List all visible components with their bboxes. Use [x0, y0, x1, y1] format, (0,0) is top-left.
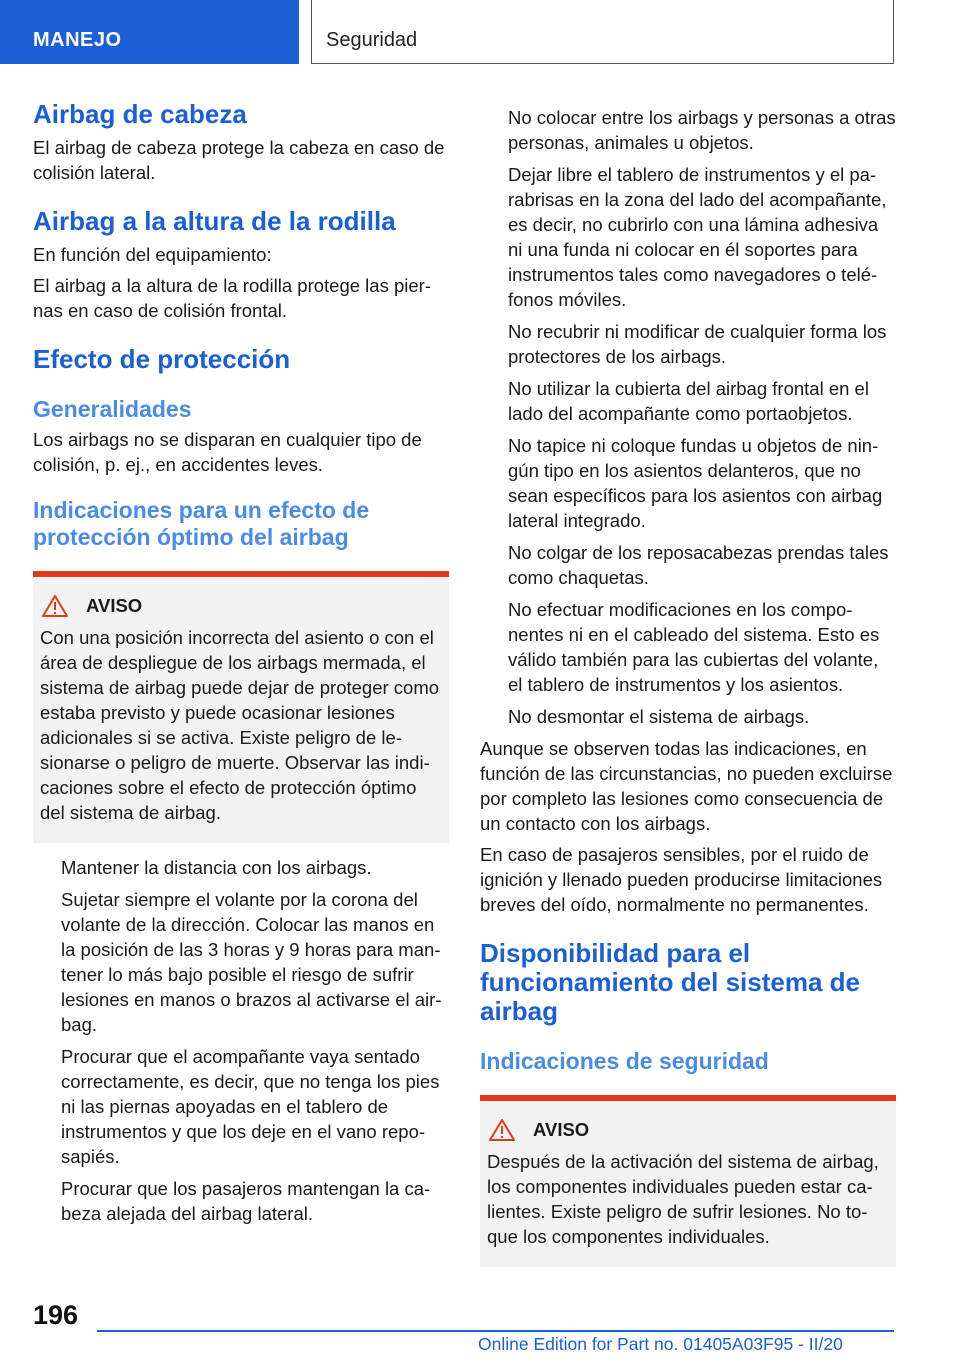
warning-triangle-icon [489, 1119, 515, 1141]
footer-divider [97, 1330, 894, 1332]
list-item [480, 105, 896, 155]
warning-title [40, 595, 442, 617]
list-item-text: No colgar de los reposacabezas prendas tales como chaquetas. [508, 542, 889, 588]
heading-optimal-protection: Indicaciones para un efecto de protección óptimo del airbag [33, 497, 370, 550]
list-item-text: No desmontar el sistema de airbags. [508, 706, 810, 727]
list-item [480, 162, 896, 312]
header-chapter-tab [311, 0, 894, 64]
warning-box [33, 571, 449, 843]
heading-knee-airbag: Airbag a la altura de la rodilla [33, 206, 396, 236]
warning-triangle-icon [42, 595, 68, 617]
header-section-label: MANEJO [33, 29, 122, 51]
list-item [480, 433, 896, 533]
edition-note: Online Edition for Part no. 01405A03F95 - II/20 [478, 1334, 843, 1354]
warning-title [487, 1119, 889, 1141]
list-item-text: Sujetar siempre el volante por la corona del volante de la dirección. Colocar las manos en la posición de las 3 horas y 9 horas para mantener lo más bajo posible el riesgo de sufrir lesiones en manos o brazos al activarse el airbag. [61, 889, 442, 1035]
paragraph-knee-airbag: El airbag a la altura de la rodilla protege las piernas en caso de colisión frontal. [33, 275, 431, 321]
paragraph-knee-equipment: En función del equipamiento: [33, 244, 272, 265]
list-item [33, 887, 449, 1037]
list-item [33, 1044, 449, 1169]
list-item-text: Procurar que los pasajeros mantengan la cabeza alejada del airbag lateral. [61, 1178, 431, 1224]
left-column [33, 100, 449, 1233]
header-section-tab [0, 0, 299, 64]
list-item-text: No colocar entre los airbags y personas a otras personas, animales u objetos. [508, 107, 896, 153]
list-item-text: Mantener la distancia con los airbags. [61, 857, 372, 878]
list-item-text: Procurar que el acompañante vaya sentado correctamente, es decir, que no tenga los pies ni las piernas apoyadas en el tablero de instrumentos y que los deje en el vano reposapiés. [61, 1046, 440, 1167]
paragraph-hearing-note: En caso de pasajeros sensibles, por el ruido de ignición y llenado pueden producirse limitaciones breves del oído, normalmente no permanentes. [480, 844, 883, 915]
list-item-text: No utilizar la cubierta del airbag frontal en el lado del acompañante como portaobjetos. [508, 378, 869, 424]
heading-airbag-availability: Disponibilidad para el funcionamiento del sistema de airbag [480, 938, 860, 1026]
safety-list-left [33, 855, 449, 1226]
list-item [480, 319, 896, 369]
paragraph-head-airbag: El airbag de cabeza protege la cabeza en caso de colisión lateral. [33, 137, 445, 183]
list-item-text: No tapice ni coloque fundas u objetos de ningún tipo en los asientos delanteros, que no sean específicos para los asientos con airbag lateral integrado. [508, 435, 883, 531]
page-number: 196 [33, 1300, 79, 1330]
list-item-text: No efectuar modificaciones en los componentes ni en el cableado del sistema. Esto es válido también para las cubiertas del volante, el tablero de instrumentos y los asientos. [508, 599, 880, 695]
warning-title-text: AVISO [533, 1119, 590, 1140]
list-item [480, 540, 896, 590]
heading-protection-effect: Efecto de protección [33, 344, 291, 374]
list-item [33, 855, 449, 880]
list-item-text: No recubrir ni modificar de cualquier forma los protectores de los airbags. [508, 321, 887, 367]
heading-safety-notes: Indicaciones de seguridad [480, 1048, 769, 1074]
warning-text: Después de la activación del sistema de airbag, los componentes individuales pueden estar calientes. Existe peligro de sufrir lesiones. No toque los componentes individuales. [487, 1151, 879, 1247]
warning-box [480, 1095, 896, 1267]
list-item [480, 597, 896, 697]
list-item-text: Dejar libre el tablero de instrumentos y el parabrisas en la zona del lado del acompañante, es decir, no cubrirlo con una lámina adhesiva ni una funda ni colocar en él soportes para instrumentos tales como navegadores o teléfonos móviles. [508, 164, 887, 310]
heading-general: Generalidades [33, 396, 192, 422]
list-item [480, 376, 896, 426]
paragraph-injury-note: Aunque se observen todas las indicaciones, en función de las circunstancias, no pueden excluirse por completo las lesiones como consecuencia de un contacto con los airbags. [480, 738, 893, 834]
safety-list-right [480, 105, 896, 729]
right-column [480, 105, 896, 1275]
heading-head-airbag: Airbag de cabeza [33, 99, 247, 129]
list-item [480, 704, 896, 729]
warning-text: Con una posición incorrecta del asiento o con el área de despliegue de los airbags mermada, el sistema de airbag puede dejar de proteger como estaba previsto y puede ocasionar lesiones adicionales si se activa. Existe peligro de lesionarse o peligro de muerte. Observar las indicaciones sobre el efecto de protección óptimo del sistema de airbag. [40, 627, 440, 823]
list-item [33, 1176, 449, 1226]
paragraph-general: Los airbags no se disparan en cualquier tipo de colisión, p. ej., en accidentes leves. [33, 429, 422, 475]
warning-title-text: AVISO [86, 595, 143, 616]
header-chapter-label: Seguridad [326, 29, 418, 51]
